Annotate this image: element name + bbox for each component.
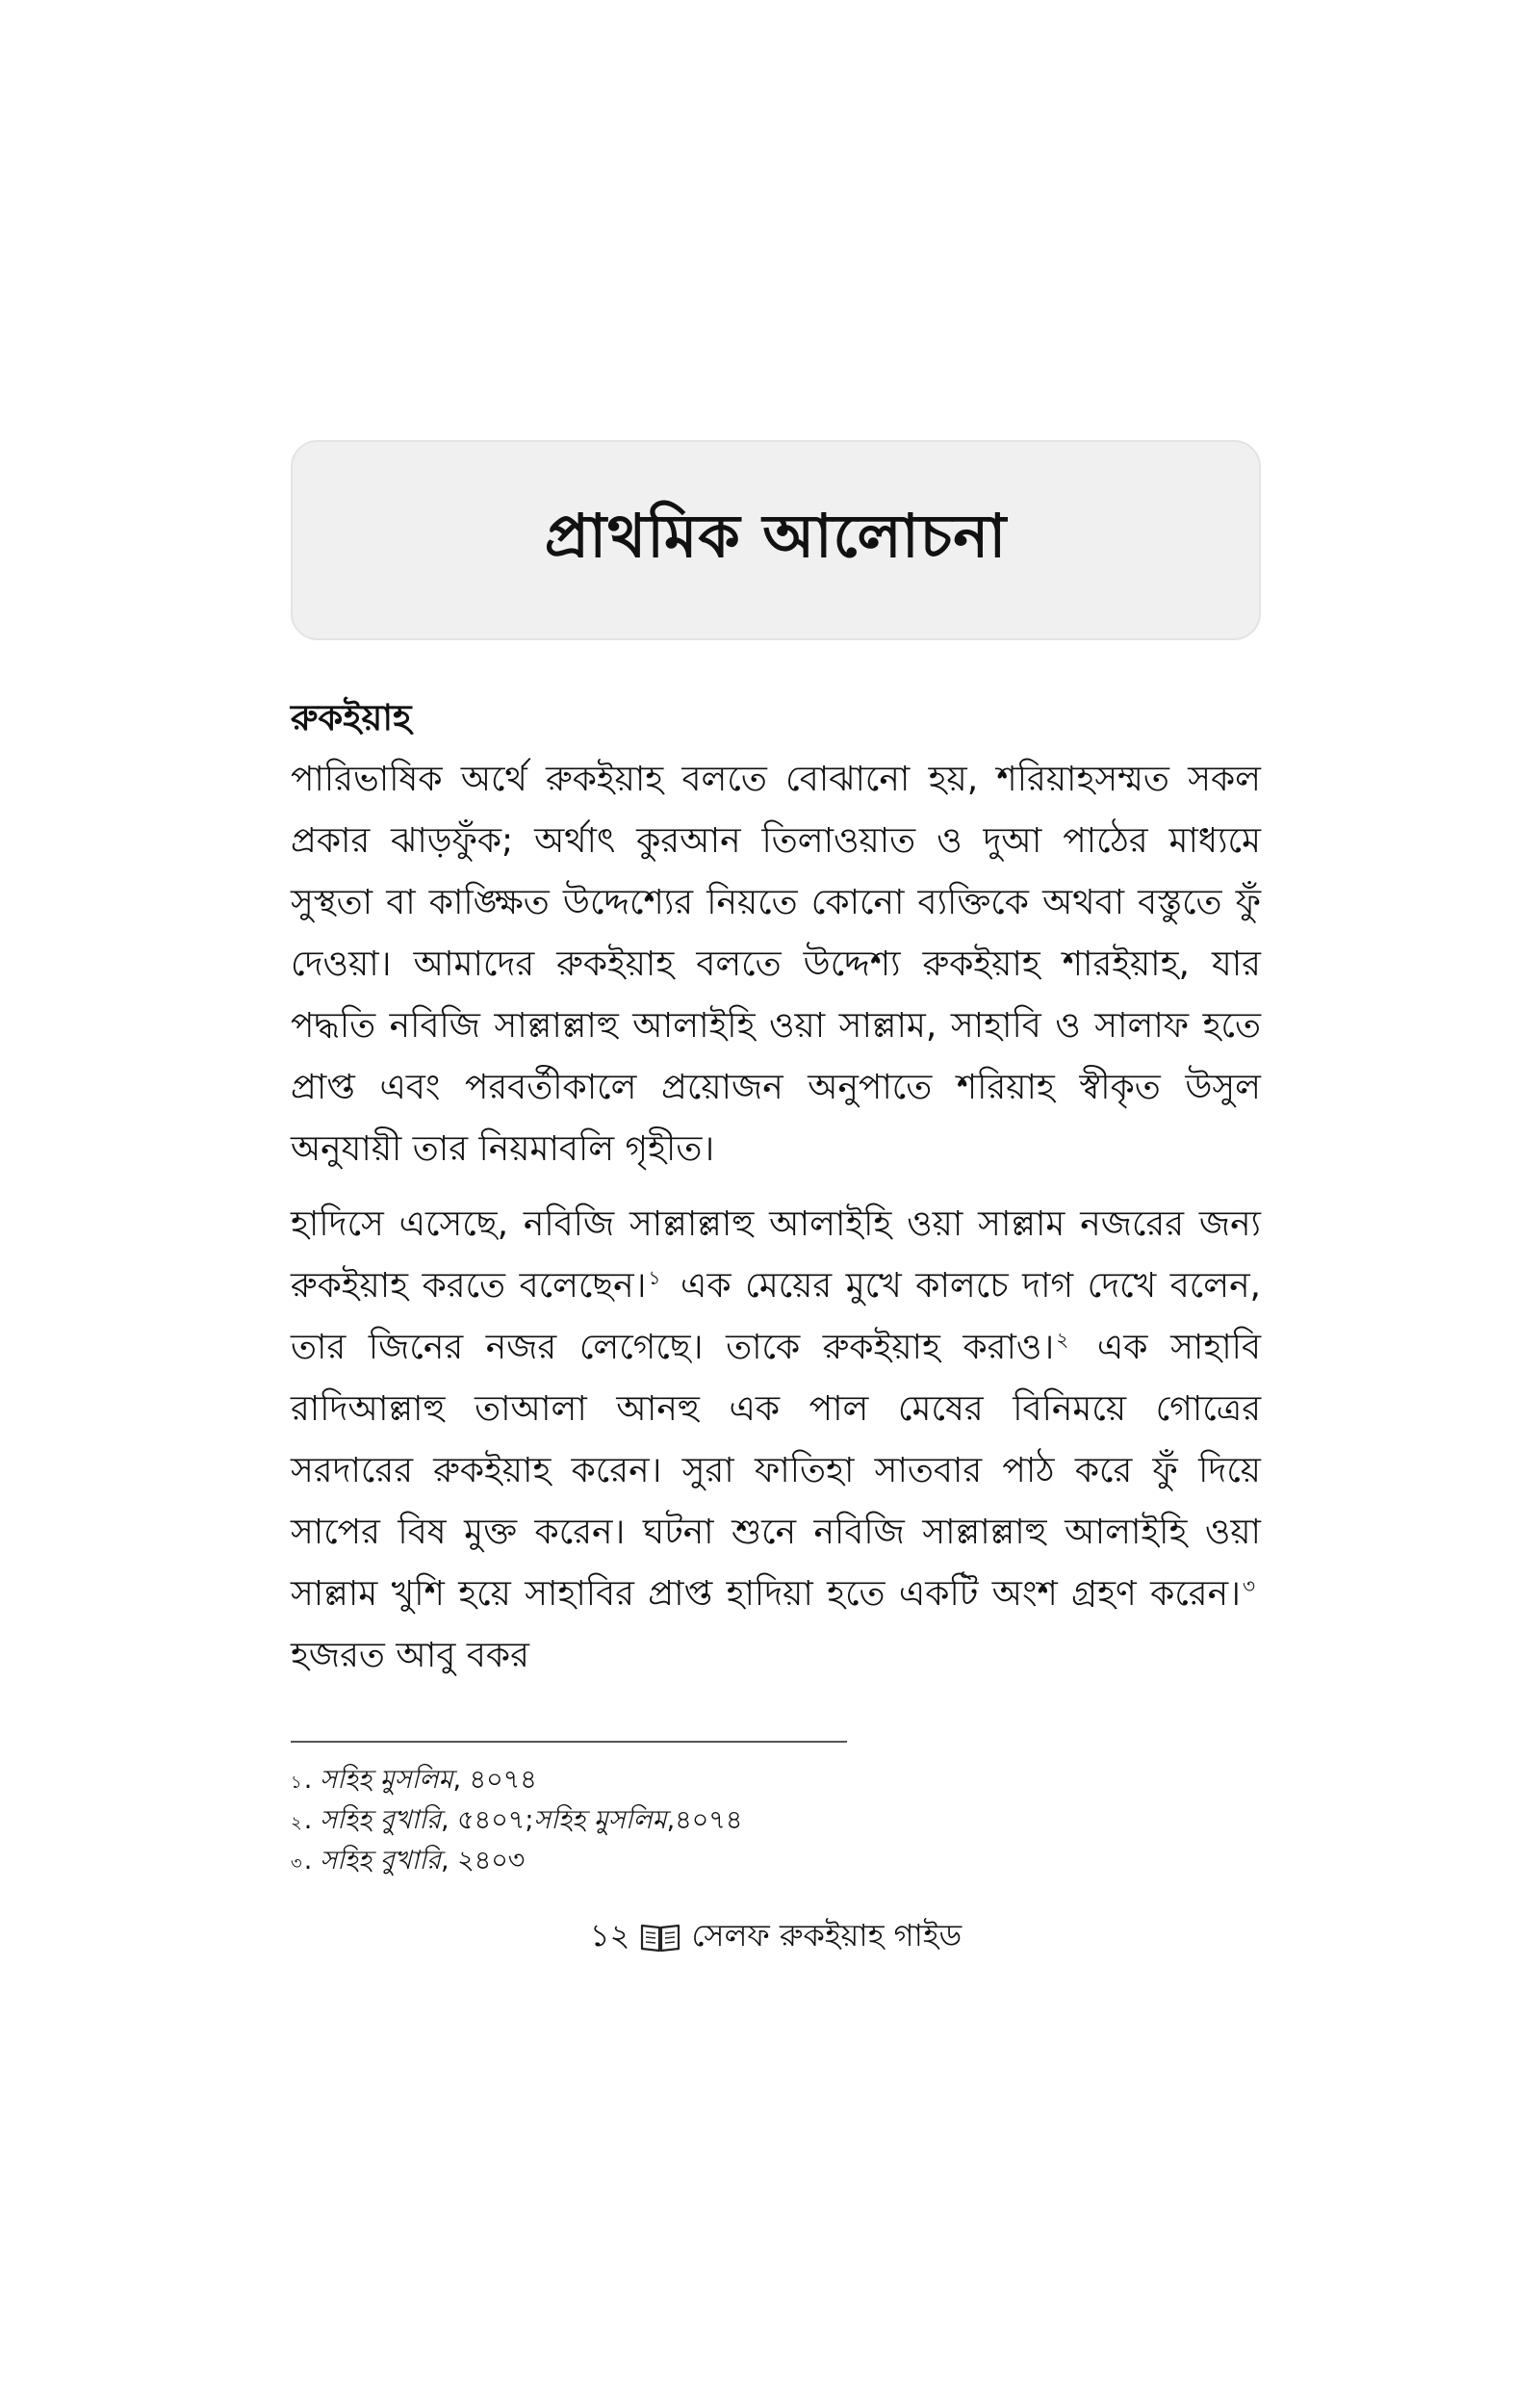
section-heading: রুকইয়াহ: [291, 697, 412, 738]
footnote-source: সহিহ বুখারি: [320, 1805, 441, 1835]
page-number: ১২: [589, 1917, 630, 1954]
paragraph-hadith: [291, 1194, 1261, 1687]
paragraph-text: হজরত আবু বকর: [291, 1636, 529, 1675]
paragraph-text: হাদিসে এসেছে, নবিজি সাল্লাল্লাহু আলাইহি ওয়া সাল্লাম নজরের জন্য রুকইয়াহ করতে বলেছেন।: [291, 1204, 1261, 1306]
paragraph-text: এক মেয়ের মুখে কালচে দাগ দেখে বলেন, তার জিনের নজর লেগেছে। তাকে রুকইয়াহ করাও।: [291, 1266, 1261, 1367]
book-title: সেলফ রুকইয়াহ গাইড: [691, 1917, 962, 1954]
chapter-title-box: [291, 440, 1261, 640]
footnote-source: সহিহ মুসলিম: [320, 1765, 453, 1795]
footnote-dot: .: [303, 1846, 313, 1876]
footnote-ref: ,৪০৭৪: [666, 1805, 743, 1835]
footnote-ref: , ৫৪০৭;: [441, 1805, 534, 1835]
footnote-marker[interactable]: ৩: [1242, 1574, 1255, 1597]
footnote-ref: , ২৪০৩: [441, 1846, 526, 1876]
paragraph-text: এক সাহাবি রাদিআল্লাহু তাআলা আনহু এক পাল মেষের বিনিময়ে গোত্রের সরদারের রুকইয়াহ করেন। সুরা ফাতিহা সাতবার পাঠ করে ফুঁ দিয়ে সাপের বিষ মুক্ত করেন। ঘটনা শুনে নবিজি সাল্লাল্লাহু আলাইহি ওয়া সাল্লাম খুশি হয়ে সাহাবির প্রাপ্ত হাদিয়া হতে একটি অংশ গ্রহণ করেন।: [291, 1328, 1262, 1614]
footnote-marker[interactable]: ১: [648, 1266, 661, 1289]
footnote-marker[interactable]: ২: [1056, 1328, 1069, 1351]
chapter-title: প্রাথমিক আলোচনা: [544, 500, 1008, 571]
footnote-item: ১ . সহিহ মুসলিম , ৪০৭৪: [291, 1760, 1261, 1800]
open-book-icon: [639, 1921, 681, 1954]
paragraph-text: পারিভাষিক অর্থে রুকইয়াহ বলতে বোঝানো হয়, শরিয়াহসম্মত সকল প্রকার ঝাড়ফুঁক; অর্থাৎ কুরআন তিলাওয়াত ও দুআ পাঠের মাধ্যমে সুস্থতা বা কাঙ্ক্ষিত উদ্দেশ্যের নিয়তে কোনো ব্যক্তিকে অথবা বস্তুতে ফুঁ দেওয়া। আমাদের রুকইয়াহ বলতে উদ্দেশ্য রুকইয়াহ শারইয়াহ, যার পদ্ধতি নবিজি সাল্লাল্লাহু আলাইহি ওয়া সাল্লাম, সাহাবি ও সালাফ হতে প্রাপ্ত এবং পরবর্তীকালে প্রয়োজন অনুপাতে শরিয়াহ স্বীকৃত উসুল অনুযায়ী তার নিয়মাবলি গৃহীত।: [291, 760, 1261, 1169]
footnote-item: ২ . সহিহ বুখারি , ৫৪০৭; সহিহ মুসলিম ,৪০৭৪: [291, 1800, 1261, 1841]
footnote-source: সহিহ মুসলিম: [533, 1805, 667, 1835]
footnote-dot: .: [303, 1765, 313, 1795]
footnote-divider: [291, 1741, 847, 1743]
page-footer: [291, 1911, 1261, 1963]
footnote-ref: , ৪০৭৪: [452, 1765, 537, 1795]
footnotes: [291, 1760, 1261, 1881]
footnote-item: ৩ . সহিহ বুখারি , ২৪০৩: [291, 1841, 1261, 1881]
footnote-source: সহিহ বুখারি: [320, 1846, 441, 1876]
section-content: [291, 691, 1261, 1687]
footnote-dot: .: [303, 1805, 313, 1835]
paragraph-definition: [291, 749, 1261, 1180]
